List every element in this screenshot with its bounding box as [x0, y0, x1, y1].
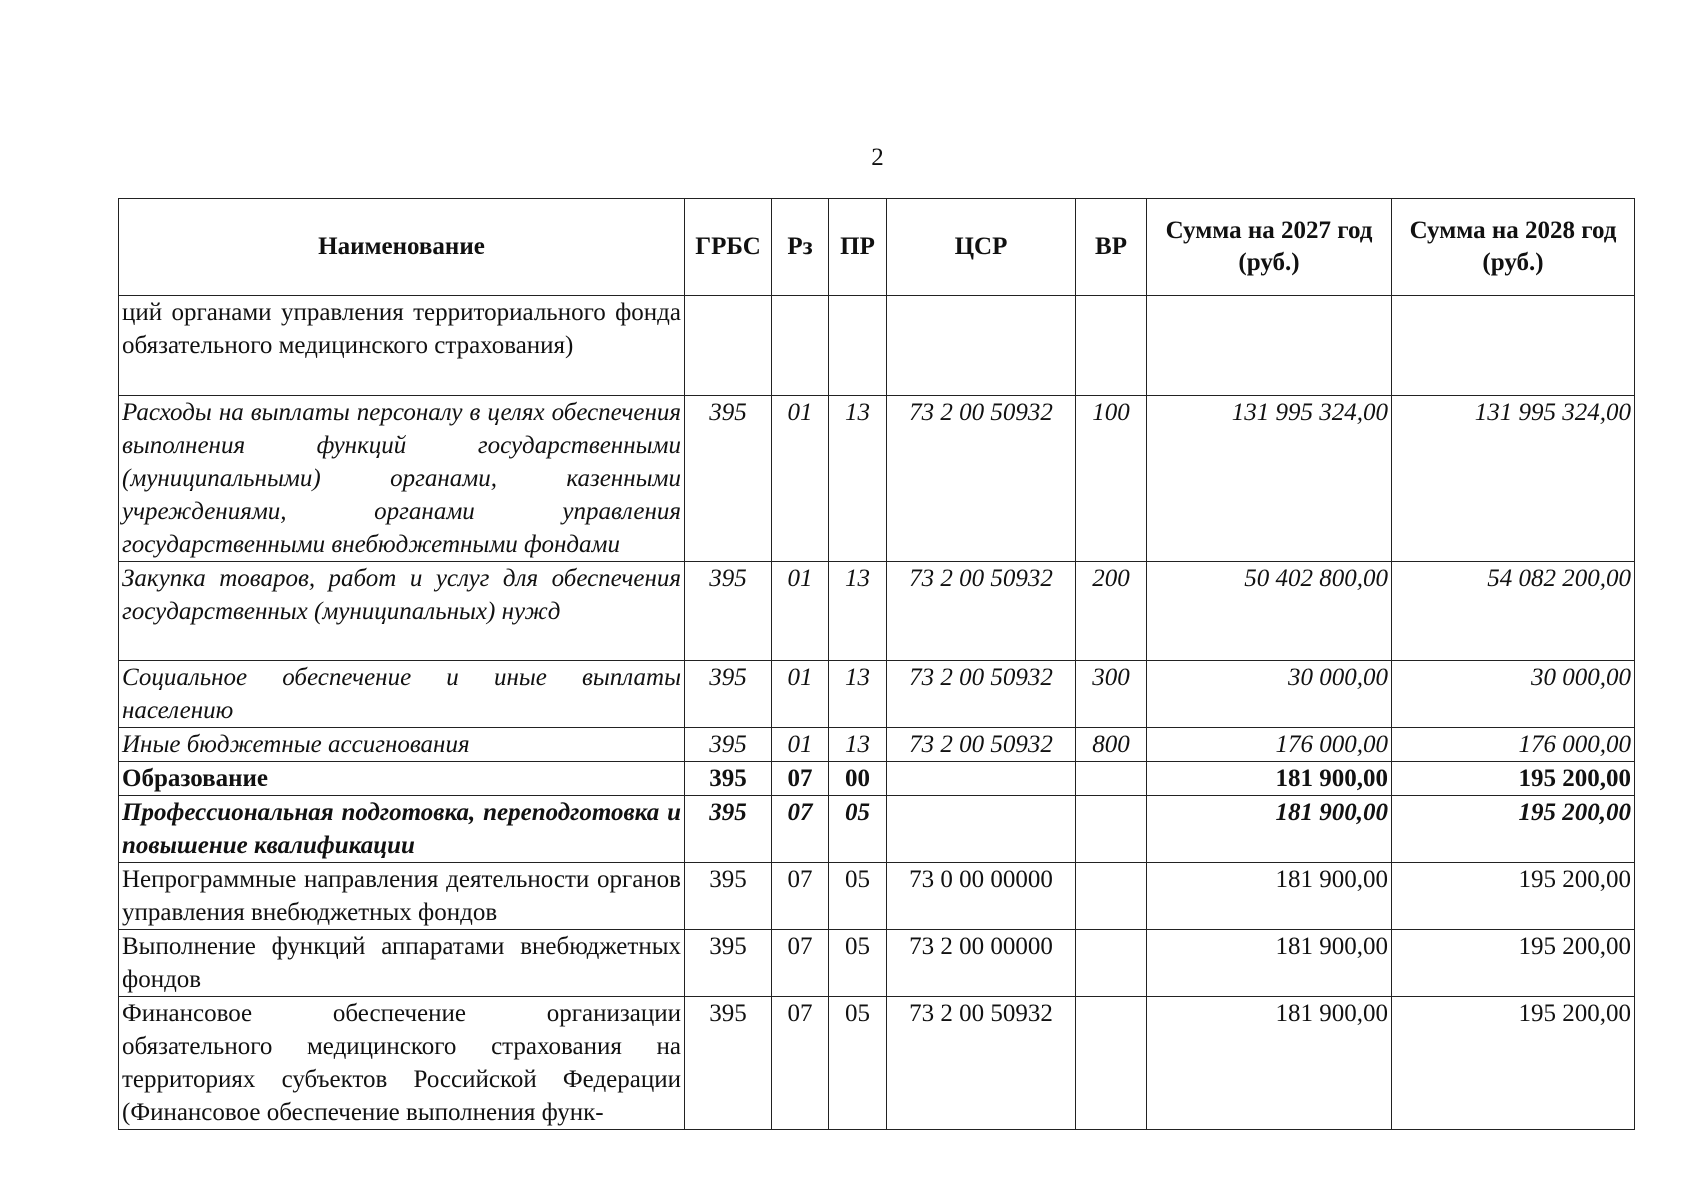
cell-name: Социальное обеспечение и иные выплаты населению — [119, 661, 685, 728]
cell-sum-2027: 181 900,00 — [1147, 796, 1392, 863]
cell-pr: 13 — [829, 562, 887, 661]
page-number: 2 — [871, 144, 884, 171]
cell-rz: 01 — [772, 728, 829, 762]
cell-name: Закупка товаров, работ и услуг для обеспечения государственных (муниципальных) нужд — [119, 562, 685, 661]
table-body — [119, 296, 1635, 1130]
cell-sum-2028: 176 000,00 — [1392, 728, 1635, 762]
table-row — [119, 863, 1635, 930]
cell-rz: 07 — [772, 997, 829, 1130]
cell-name: Профессиональная подготовка, переподготовка и повышение квалификации — [119, 796, 685, 863]
cell-vr: 100 — [1076, 396, 1147, 562]
cell-grbs: 395 — [685, 661, 772, 728]
cell-pr: 05 — [829, 930, 887, 997]
cell-grbs: 395 — [685, 930, 772, 997]
cell-sum-2028: 195 200,00 — [1392, 997, 1635, 1130]
cell-rz: 07 — [772, 863, 829, 930]
cell-rz: 07 — [772, 796, 829, 863]
cell-csr: 73 2 00 00000 — [887, 930, 1076, 997]
cell-pr: 05 — [829, 863, 887, 930]
header-pr: ПР — [829, 199, 887, 296]
cell-sum-2028: 54 082 200,00 — [1392, 562, 1635, 661]
cell-vr — [1076, 796, 1147, 863]
cell-pr: 13 — [829, 728, 887, 762]
cell-grbs: 395 — [685, 762, 772, 796]
cell-csr — [887, 762, 1076, 796]
cell-pr: 13 — [829, 661, 887, 728]
cell-csr: 73 2 00 50932 — [887, 997, 1076, 1130]
cell-pr: 05 — [829, 997, 887, 1130]
cell-csr: 73 0 00 00000 — [887, 863, 1076, 930]
cell-grbs: 395 — [685, 997, 772, 1130]
cell-grbs: 395 — [685, 728, 772, 762]
cell-vr: 200 — [1076, 562, 1147, 661]
cell-name: Непрограммные направления деятельности органов управления внебюджетных фондов — [119, 863, 685, 930]
cell-vr — [1076, 997, 1147, 1130]
header-vr: ВР — [1076, 199, 1147, 296]
cell-pr: 13 — [829, 396, 887, 562]
cell-csr — [887, 796, 1076, 863]
cell-csr: 73 2 00 50932 — [887, 661, 1076, 728]
cell-name: Финансовое обеспечение организации обязательного медицинского страхования на территориях субъектов Российской Федерации (Финансовое обеспечение выполнения функ- — [119, 997, 685, 1130]
budget-table — [118, 198, 1635, 1130]
table-row — [119, 562, 1635, 661]
table-header-row — [119, 199, 1635, 296]
cell-sum-2028: 131 995 324,00 — [1392, 396, 1635, 562]
header-csr: ЦСР — [887, 199, 1076, 296]
table-row — [119, 396, 1635, 562]
cell-sum-2028: 30 000,00 — [1392, 661, 1635, 728]
table-row — [119, 762, 1635, 796]
header-rz: Рз — [772, 199, 829, 296]
cell-pr: 00 — [829, 762, 887, 796]
cell-name: Расходы на выплаты персоналу в целях обеспечения выполнения функций государственными (муниципальными) органами, казенными учреждениями, органами управления государственными внебюджетными фондами — [119, 396, 685, 562]
cell-csr — [887, 296, 1076, 396]
cell-sum-2027: 176 000,00 — [1147, 728, 1392, 762]
cell-vr: 800 — [1076, 728, 1147, 762]
cell-csr: 73 2 00 50932 — [887, 562, 1076, 661]
header-name: Наименование — [119, 199, 685, 296]
header-sum-2028: Сумма на 2028 год (руб.) — [1392, 199, 1635, 296]
cell-rz: 01 — [772, 562, 829, 661]
cell-sum-2028: 195 200,00 — [1392, 796, 1635, 863]
header-sum-2027: Сумма на 2027 год (руб.) — [1147, 199, 1392, 296]
cell-grbs: 395 — [685, 396, 772, 562]
cell-sum-2028: 195 200,00 — [1392, 930, 1635, 997]
table-row — [119, 930, 1635, 997]
cell-csr: 73 2 00 50932 — [887, 728, 1076, 762]
cell-grbs: 395 — [685, 863, 772, 930]
table-row — [119, 997, 1635, 1130]
cell-rz: 01 — [772, 661, 829, 728]
cell-vr — [1076, 762, 1147, 796]
cell-sum-2027: 30 000,00 — [1147, 661, 1392, 728]
cell-pr: 05 — [829, 796, 887, 863]
cell-grbs: 395 — [685, 796, 772, 863]
cell-rz — [772, 296, 829, 396]
table-row — [119, 296, 1635, 396]
cell-name: Иные бюджетные ассигнования — [119, 728, 685, 762]
cell-sum-2028: 195 200,00 — [1392, 863, 1635, 930]
cell-name: Выполнение функций аппаратами внебюджетных фондов — [119, 930, 685, 997]
cell-name: Образование — [119, 762, 685, 796]
cell-vr — [1076, 930, 1147, 997]
cell-sum-2027: 181 900,00 — [1147, 863, 1392, 930]
cell-sum-2027 — [1147, 296, 1392, 396]
cell-name: ций органами управления территориального фонда обязательного медицинского страхования) — [119, 296, 685, 396]
cell-pr — [829, 296, 887, 396]
cell-rz: 01 — [772, 396, 829, 562]
cell-vr: 300 — [1076, 661, 1147, 728]
header-grbs: ГРБС — [685, 199, 772, 296]
cell-rz: 07 — [772, 930, 829, 997]
cell-vr — [1076, 863, 1147, 930]
cell-sum-2028 — [1392, 296, 1635, 396]
table-row — [119, 661, 1635, 728]
cell-vr — [1076, 296, 1147, 396]
table-row — [119, 796, 1635, 863]
cell-sum-2028: 195 200,00 — [1392, 762, 1635, 796]
cell-sum-2027: 181 900,00 — [1147, 762, 1392, 796]
table-row — [119, 728, 1635, 762]
cell-sum-2027: 181 900,00 — [1147, 997, 1392, 1130]
cell-sum-2027: 131 995 324,00 — [1147, 396, 1392, 562]
cell-rz: 07 — [772, 762, 829, 796]
cell-sum-2027: 181 900,00 — [1147, 930, 1392, 997]
cell-grbs: 395 — [685, 562, 772, 661]
cell-sum-2027: 50 402 800,00 — [1147, 562, 1392, 661]
cell-grbs — [685, 296, 772, 396]
cell-csr: 73 2 00 50932 — [887, 396, 1076, 562]
